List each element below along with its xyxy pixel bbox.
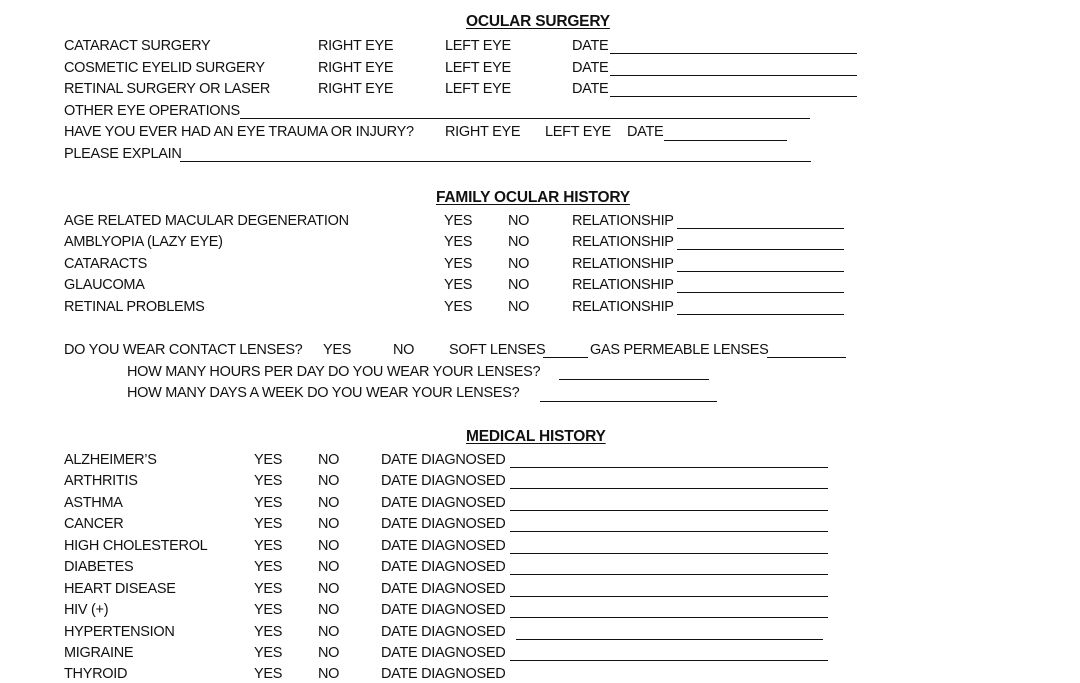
no-option[interactable]: NO <box>318 645 340 661</box>
no-option[interactable]: NO <box>318 495 340 511</box>
hours-per-day-question: HOW MANY HOURS PER DAY DO YOU WEAR YOUR LENSES? <box>127 364 541 380</box>
soft-lenses-label: SOFT LENSES <box>449 342 546 358</box>
condition-label: HIGH CHOLESTEROL <box>64 538 208 554</box>
condition-label: DIABETES <box>64 559 134 575</box>
no-option[interactable]: NO <box>508 213 530 229</box>
relationship-label: RELATIONSHIP <box>572 234 674 250</box>
relationship-field[interactable] <box>677 228 844 229</box>
ocular-surgery-heading: OCULAR SURGERY <box>466 13 610 30</box>
yes-option[interactable]: YES <box>444 213 473 229</box>
relationship-field[interactable] <box>677 271 844 272</box>
condition-label: MIGRAINE <box>64 645 134 661</box>
date-diagnosed-field[interactable] <box>510 488 828 489</box>
right-eye-option[interactable]: RIGHT EYE <box>318 38 394 54</box>
no-option[interactable]: NO <box>318 602 340 618</box>
yes-option[interactable]: YES <box>254 516 283 532</box>
date-diagnosed-field[interactable] <box>510 553 828 554</box>
condition-label: CANCER <box>64 516 124 532</box>
days-per-week-field[interactable] <box>540 401 717 402</box>
soft-lenses-field[interactable] <box>543 357 588 358</box>
condition-label: THYROID <box>64 666 128 682</box>
days-per-week-question: HOW MANY DAYS A WEEK DO YOU WEAR YOUR LENSES? <box>127 385 520 401</box>
no-option[interactable]: NO <box>508 234 530 250</box>
yes-option[interactable]: YES <box>254 495 283 511</box>
relationship-field[interactable] <box>677 292 844 293</box>
contacts-no-option[interactable]: NO <box>393 342 415 358</box>
date-diagnosed-field[interactable] <box>510 596 828 597</box>
yes-option[interactable]: YES <box>254 666 283 682</box>
contacts-yes-option[interactable]: YES <box>323 342 352 358</box>
yes-option[interactable]: YES <box>254 645 283 661</box>
trauma-date-field[interactable] <box>664 140 787 141</box>
date-diagnosed-label: DATE DIAGNOSED <box>381 602 506 618</box>
medical-history-heading: MEDICAL HISTORY <box>466 428 606 445</box>
no-option[interactable]: NO <box>318 666 340 682</box>
yes-option[interactable]: YES <box>254 473 283 489</box>
right-eye-option[interactable]: RIGHT EYE <box>318 81 394 97</box>
yes-option[interactable]: YES <box>254 624 283 640</box>
date-diagnosed-label: DATE DIAGNOSED <box>381 666 506 682</box>
relationship-label: RELATIONSHIP <box>572 277 674 293</box>
family-ocular-history-heading: FAMILY OCULAR HISTORY <box>436 189 630 206</box>
date-diagnosed-label: DATE DIAGNOSED <box>381 559 506 575</box>
condition-label: CATARACTS <box>64 256 147 272</box>
yes-option[interactable]: YES <box>254 602 283 618</box>
date-diagnosed-field[interactable] <box>516 639 823 640</box>
date-diagnosed-field[interactable] <box>510 467 828 468</box>
no-option[interactable]: NO <box>318 559 340 575</box>
condition-label: HYPERTENSION <box>64 624 175 640</box>
relationship-label: RELATIONSHIP <box>572 299 674 315</box>
date-diagnosed-label: DATE DIAGNOSED <box>381 624 506 640</box>
surgery-label: COSMETIC EYELID SURGERY <box>64 60 265 76</box>
no-option[interactable]: NO <box>318 624 340 640</box>
left-eye-option[interactable]: LEFT EYE <box>445 38 511 54</box>
eye-trauma-question: HAVE YOU EVER HAD AN EYE TRAUMA OR INJURY? <box>64 124 414 140</box>
no-option[interactable]: NO <box>318 538 340 554</box>
yes-option[interactable]: YES <box>254 559 283 575</box>
surgery-label: CATARACT SURGERY <box>64 38 211 54</box>
surgery-label: RETINAL SURGERY OR LASER <box>64 81 271 97</box>
yes-option[interactable]: YES <box>254 581 283 597</box>
date-label: DATE <box>572 81 609 97</box>
date-diagnosed-label: DATE DIAGNOSED <box>381 538 506 554</box>
no-option[interactable]: NO <box>318 581 340 597</box>
condition-label: GLAUCOMA <box>64 277 145 293</box>
gas-permeable-lenses-field[interactable] <box>767 357 846 358</box>
relationship-label: RELATIONSHIP <box>572 213 674 229</box>
hours-per-day-field[interactable] <box>559 379 709 380</box>
condition-label: ALZHEIMER’S <box>64 452 157 468</box>
date-field[interactable] <box>610 53 857 54</box>
date-diagnosed-field[interactable] <box>510 510 828 511</box>
yes-option[interactable]: YES <box>254 538 283 554</box>
condition-label: AGE RELATED MACULAR DEGENERATION <box>64 213 349 229</box>
date-field[interactable] <box>610 75 857 76</box>
condition-label: RETINAL PROBLEMS <box>64 299 205 315</box>
no-option[interactable]: NO <box>318 452 340 468</box>
date-diagnosed-field[interactable] <box>510 574 828 575</box>
date-field[interactable] <box>610 96 857 97</box>
relationship-field[interactable] <box>677 314 844 315</box>
date-diagnosed-label: DATE DIAGNOSED <box>381 473 506 489</box>
no-option[interactable]: NO <box>508 277 530 293</box>
left-eye-option[interactable]: LEFT EYE <box>445 60 511 76</box>
date-diagnosed-field[interactable] <box>510 531 828 532</box>
condition-label: ASTHMA <box>64 495 123 511</box>
right-eye-option[interactable]: RIGHT EYE <box>318 60 394 76</box>
date-diagnosed-field[interactable] <box>510 660 828 661</box>
trauma-date-label: DATE <box>627 124 664 140</box>
no-option[interactable]: NO <box>318 473 340 489</box>
date-diagnosed-field[interactable] <box>510 617 828 618</box>
date-diagnosed-label: DATE DIAGNOSED <box>381 645 506 661</box>
gas-permeable-lenses-label: GAS PERMEABLE LENSES <box>590 342 769 358</box>
trauma-right-eye-option[interactable]: RIGHT EYE <box>445 124 521 140</box>
yes-option[interactable]: YES <box>444 234 473 250</box>
relationship-field[interactable] <box>677 249 844 250</box>
date-diagnosed-label: DATE DIAGNOSED <box>381 495 506 511</box>
condition-label: HEART DISEASE <box>64 581 176 597</box>
other-eye-operations-field[interactable] <box>240 118 810 119</box>
yes-option[interactable]: YES <box>444 299 473 315</box>
please-explain-label: PLEASE EXPLAIN <box>64 146 182 162</box>
date-label: DATE <box>572 38 609 54</box>
no-option[interactable]: NO <box>508 256 530 272</box>
condition-label: AMBLYOPIA (LAZY EYE) <box>64 234 223 250</box>
date-diagnosed-label: DATE DIAGNOSED <box>381 581 506 597</box>
relationship-label: RELATIONSHIP <box>572 256 674 272</box>
yes-option[interactable]: YES <box>254 452 283 468</box>
date-diagnosed-label: DATE DIAGNOSED <box>381 516 506 532</box>
condition-label: ARTHRITIS <box>64 473 138 489</box>
no-option[interactable]: NO <box>318 516 340 532</box>
date-diagnosed-label: DATE DIAGNOSED <box>381 452 506 468</box>
condition-label: HIV (+) <box>64 602 109 618</box>
contact-lenses-question: DO YOU WEAR CONTACT LENSES? <box>64 342 303 358</box>
no-option[interactable]: NO <box>508 299 530 315</box>
other-eye-operations-label: OTHER EYE OPERATIONS <box>64 103 240 119</box>
yes-option[interactable]: YES <box>444 256 473 272</box>
trauma-left-eye-option[interactable]: LEFT EYE <box>545 124 611 140</box>
left-eye-option[interactable]: LEFT EYE <box>445 81 511 97</box>
yes-option[interactable]: YES <box>444 277 473 293</box>
date-label: DATE <box>572 60 609 76</box>
please-explain-field[interactable] <box>180 161 811 162</box>
